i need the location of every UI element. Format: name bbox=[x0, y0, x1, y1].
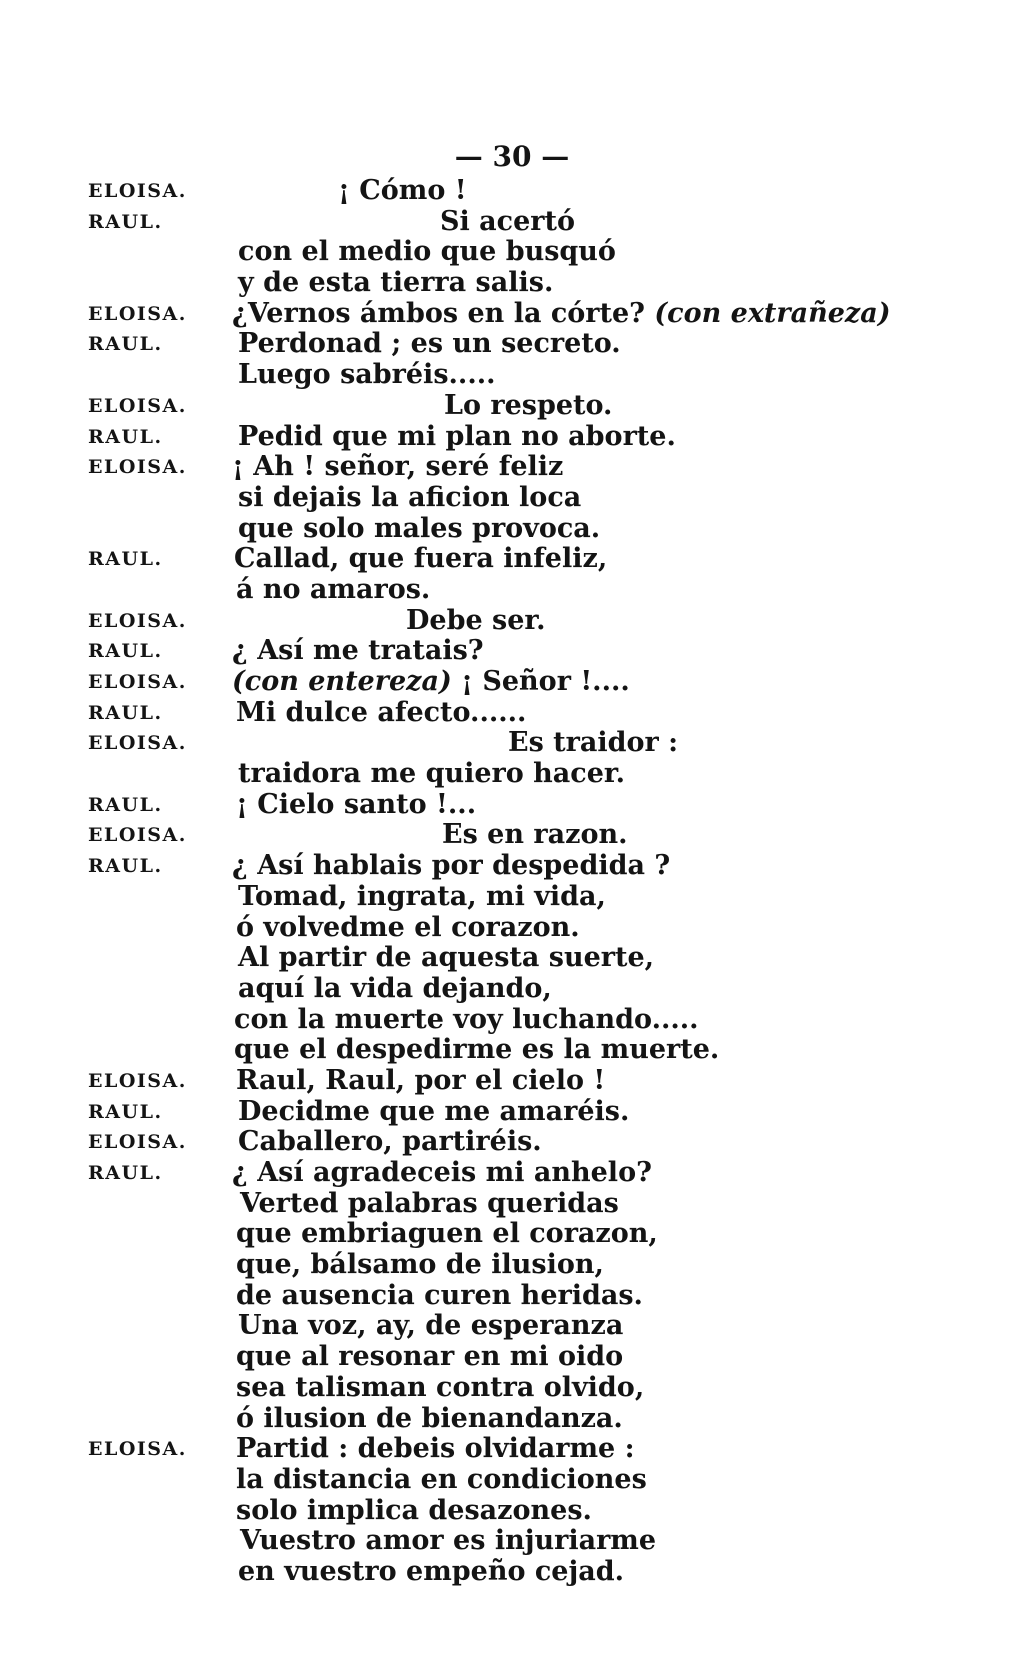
speaker-name: ELOISA. bbox=[88, 302, 187, 325]
dialogue-line bbox=[0, 1066, 1024, 1097]
verse-line: sea talisman contra olvido, bbox=[236, 1371, 645, 1403]
verse-text bbox=[238, 1097, 629, 1128]
verse-text bbox=[236, 1373, 644, 1404]
verse-text bbox=[238, 237, 616, 268]
dialogue-line bbox=[0, 1342, 1024, 1373]
verse-text bbox=[232, 667, 630, 698]
dialogue-line bbox=[0, 452, 1024, 483]
verse-line: Decidme que me amaréis. bbox=[238, 1095, 630, 1127]
dialogue-line bbox=[0, 1404, 1024, 1435]
verse-line: que embriaguen el corazon, bbox=[236, 1218, 658, 1250]
verse-text bbox=[236, 1434, 635, 1465]
verse-text bbox=[338, 176, 467, 207]
verse-line: con la muerte voy luchando..... bbox=[234, 1003, 699, 1035]
verse-text bbox=[236, 1250, 604, 1281]
verse-text bbox=[238, 422, 676, 453]
dialogue-line bbox=[0, 237, 1024, 268]
dialogue-line bbox=[0, 1557, 1024, 1588]
speaker-name: ELOISA. bbox=[88, 394, 187, 417]
verse-text bbox=[236, 1496, 592, 1527]
dialogue-line bbox=[0, 1035, 1024, 1066]
verse-line: y de esta tierra salis. bbox=[238, 267, 554, 299]
verse-text bbox=[238, 974, 552, 1005]
verse-text bbox=[236, 1219, 658, 1250]
dialogue-line bbox=[0, 575, 1024, 606]
speaker-name: RAUL. bbox=[88, 793, 163, 816]
dialogue-line bbox=[0, 606, 1024, 637]
dialogue-line bbox=[0, 728, 1024, 759]
dialogue-line bbox=[0, 1250, 1024, 1281]
verse-line: ¡ Cómo ! bbox=[338, 175, 467, 206]
dialogue-line bbox=[0, 1097, 1024, 1128]
verse-line: Al partir de aquesta suerte, bbox=[238, 942, 655, 974]
dialogue-line bbox=[0, 544, 1024, 575]
verse-line: Lo respeto. bbox=[444, 389, 613, 421]
speaker-name: RAUL. bbox=[88, 425, 163, 448]
speaker-name: RAUL. bbox=[88, 548, 163, 571]
verse-line: Raul, Raul, por el cielo ! bbox=[236, 1064, 606, 1096]
speaker-name: ELOISA. bbox=[88, 732, 187, 755]
dialogue-line bbox=[0, 329, 1024, 360]
speaker-name: RAUL. bbox=[88, 701, 163, 724]
dialogue-line bbox=[0, 790, 1024, 821]
verse-line: Pedid que mi plan no aborte. bbox=[238, 420, 676, 452]
verse-line: Tomad, ingrata, mi vida, bbox=[238, 880, 606, 912]
speaker-name: ELOISA. bbox=[88, 609, 187, 632]
speaker-name: ELOISA. bbox=[88, 1069, 187, 1092]
verse-text bbox=[238, 483, 581, 514]
dialogue-line bbox=[0, 483, 1024, 514]
verse-line: Perdonad ; es un secreto. bbox=[238, 328, 621, 360]
dialogue-line bbox=[0, 1219, 1024, 1250]
verse-line: Mi dulce afecto...... bbox=[236, 696, 527, 728]
verse-text bbox=[238, 514, 600, 545]
verse-line: Partid : debeis olvidarme : bbox=[236, 1433, 635, 1465]
verse-text bbox=[406, 606, 546, 637]
verse-line: en vuestro empeño cejad. bbox=[238, 1555, 625, 1587]
dialogue-line bbox=[0, 943, 1024, 974]
verse-line: solo implica desazones. bbox=[236, 1494, 592, 1526]
verse-line: traidora me quiero hacer. bbox=[238, 758, 626, 790]
dialogue-line bbox=[0, 1311, 1024, 1342]
verse-line: ¡ Ah ! señor, seré feliz bbox=[232, 451, 564, 483]
verse-text bbox=[234, 1005, 699, 1036]
dialogue-line bbox=[0, 698, 1024, 729]
verse-text bbox=[444, 391, 612, 422]
verse-text bbox=[234, 544, 607, 575]
verse-line: con el medio que busquó bbox=[238, 236, 616, 268]
dialogue-line bbox=[0, 391, 1024, 422]
dialogue-line bbox=[0, 851, 1024, 882]
verse-text bbox=[232, 1158, 652, 1189]
verse-line: que al resonar en mi oido bbox=[236, 1341, 624, 1373]
dialogue-line bbox=[0, 1373, 1024, 1404]
verse-line: que el despedirme es la muerte. bbox=[234, 1034, 720, 1066]
verse-text bbox=[240, 1526, 656, 1557]
verse-text bbox=[232, 851, 670, 882]
verse-line: si dejais la aficion loca bbox=[238, 481, 582, 513]
verse-line: ¿ Así me tratais? bbox=[232, 635, 484, 667]
verse-line: ó volvedme el corazon. bbox=[236, 911, 580, 943]
verse-text bbox=[238, 943, 654, 974]
speaker-name: RAUL. bbox=[88, 1100, 163, 1123]
dialogue-line bbox=[0, 1526, 1024, 1557]
verse-line: ¿ Así hablais por despedida ? bbox=[232, 850, 671, 882]
verse-line: ¿Vernos ámbos en la córte? bbox=[232, 297, 645, 329]
verse-text bbox=[236, 575, 430, 606]
verse-line: Callad, que fuera infeliz, bbox=[234, 543, 608, 575]
speaker-name: ELOISA. bbox=[88, 824, 187, 847]
verse-text bbox=[442, 820, 627, 851]
dialogue-line bbox=[0, 913, 1024, 944]
verse-line: que, bálsamo de ilusion, bbox=[236, 1249, 604, 1281]
verse-text bbox=[238, 268, 553, 299]
verse-text bbox=[236, 1404, 623, 1435]
speaker-name: RAUL. bbox=[88, 855, 163, 878]
dialogue-line bbox=[0, 1281, 1024, 1312]
verse-line: ¡ Señor !.... bbox=[461, 666, 630, 697]
verse-line: Es traidor : bbox=[508, 727, 679, 759]
verse-text bbox=[238, 882, 606, 913]
verse-text bbox=[236, 1066, 605, 1097]
verse-line: de ausencia curen heridas. bbox=[236, 1279, 643, 1311]
verse-text bbox=[234, 1035, 719, 1066]
verse-text bbox=[236, 1465, 647, 1496]
verse-text bbox=[238, 329, 621, 360]
stage-direction: (con extrañeza) bbox=[654, 297, 891, 329]
verse-line: Verted palabras queridas bbox=[240, 1187, 619, 1219]
verse-line: Caballero, partiréis. bbox=[238, 1126, 542, 1158]
verse-line: Es en razon. bbox=[442, 819, 628, 851]
verse-text bbox=[238, 360, 496, 391]
dialogue-line bbox=[0, 1158, 1024, 1189]
dialogue-line bbox=[0, 636, 1024, 667]
verse-line: Debe ser. bbox=[406, 604, 546, 636]
dialogue-line bbox=[0, 974, 1024, 1005]
speaker-name: ELOISA. bbox=[88, 180, 187, 202]
verse-line: ¿ Así agradeceis mi anhelo? bbox=[232, 1157, 652, 1188]
verse-text bbox=[232, 636, 484, 667]
dialogue-line bbox=[0, 820, 1024, 851]
verse-text bbox=[232, 299, 891, 330]
verse-text bbox=[236, 698, 526, 729]
dialogue-line bbox=[0, 1127, 1024, 1158]
dialogue-line bbox=[0, 1189, 1024, 1220]
verse-line: que solo males provoca. bbox=[238, 512, 601, 544]
speaker-name: ELOISA. bbox=[88, 671, 187, 693]
dialogue-line bbox=[0, 667, 1024, 698]
verse-text bbox=[508, 728, 678, 759]
dialogue-line bbox=[0, 1496, 1024, 1527]
verse-text bbox=[236, 1342, 623, 1373]
verse-text bbox=[236, 1281, 643, 1312]
speaker-name: RAUL. bbox=[88, 333, 163, 356]
verse-text bbox=[238, 759, 625, 790]
verse-line: Una voz, ay, de esperanza bbox=[238, 1310, 624, 1342]
verse-line: Luego sabréis..... bbox=[238, 359, 496, 391]
verse-text bbox=[236, 913, 580, 944]
verse-line: ¡ Cielo santo !... bbox=[236, 788, 477, 820]
play-dialogue bbox=[0, 176, 1024, 1588]
dialogue-line bbox=[0, 176, 1024, 207]
verse-line: Si acertó bbox=[440, 205, 575, 237]
dialogue-line bbox=[0, 1005, 1024, 1036]
speaker-name: RAUL. bbox=[88, 640, 163, 663]
verse-line: ó ilusion de bienandanza. bbox=[236, 1402, 623, 1434]
verse-line: la distancia en condiciones bbox=[236, 1463, 647, 1495]
verse-line: Vuestro amor es injuriarme bbox=[240, 1525, 657, 1557]
verse-text bbox=[236, 790, 476, 821]
speaker-name: RAUL. bbox=[88, 1162, 163, 1184]
speaker-name: ELOISA. bbox=[88, 456, 187, 479]
dialogue-line bbox=[0, 759, 1024, 790]
dialogue-line bbox=[0, 1465, 1024, 1496]
speaker-name: RAUL. bbox=[88, 210, 163, 233]
speaker-name: ELOISA. bbox=[88, 1438, 187, 1461]
speaker-name: ELOISA. bbox=[88, 1131, 187, 1154]
dialogue-line bbox=[0, 360, 1024, 391]
page-number: — 30 — bbox=[454, 140, 570, 173]
verse-text bbox=[238, 1557, 624, 1588]
dialogue-line bbox=[0, 882, 1024, 913]
dialogue-line bbox=[0, 268, 1024, 299]
verse-line: á no amaros. bbox=[236, 573, 431, 605]
verse-text bbox=[232, 452, 563, 483]
verse-text bbox=[238, 1127, 542, 1158]
verse-text bbox=[240, 1189, 619, 1220]
dialogue-line bbox=[0, 207, 1024, 238]
dialogue-line bbox=[0, 299, 1024, 330]
verse-line: aquí la vida dejando, bbox=[238, 972, 552, 1004]
stage-direction: (con entereza) bbox=[232, 666, 452, 697]
dialogue-line bbox=[0, 1434, 1024, 1465]
dialogue-line bbox=[0, 422, 1024, 453]
verse-text bbox=[238, 1311, 623, 1342]
verse-text bbox=[440, 207, 575, 238]
dialogue-line bbox=[0, 514, 1024, 545]
